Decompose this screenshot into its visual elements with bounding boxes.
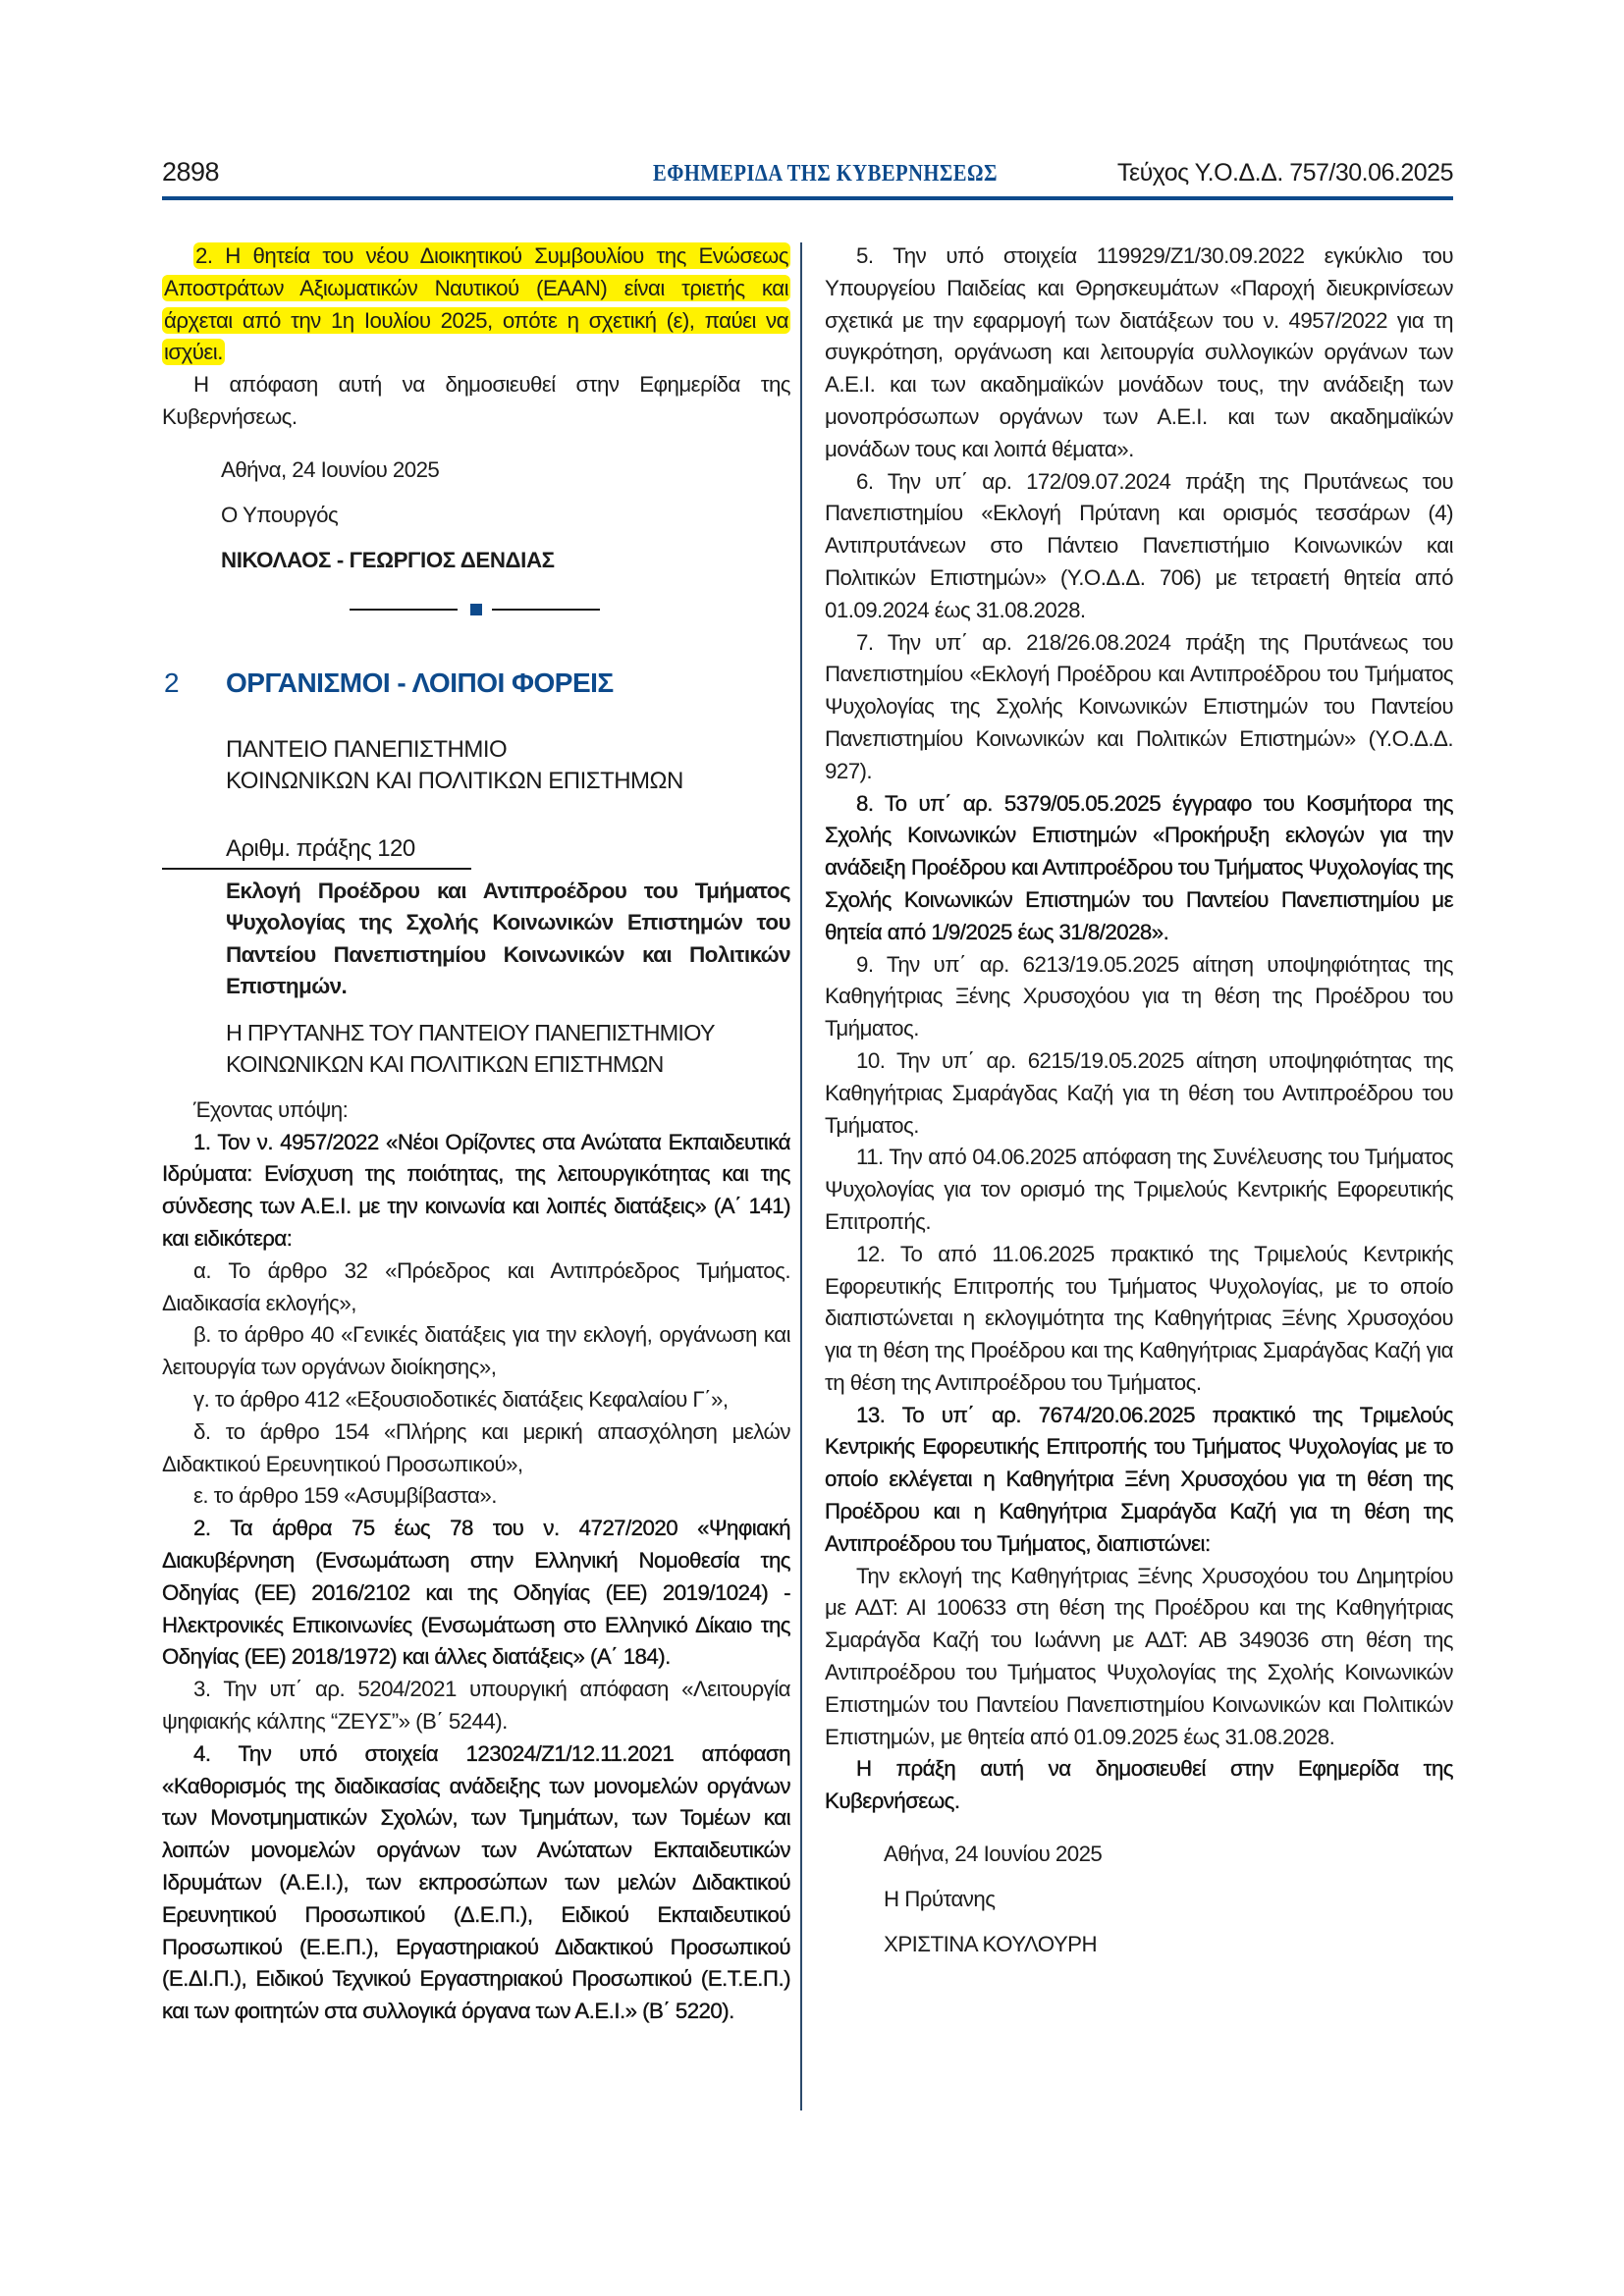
left-column [162,240,790,2028]
section-title: ΟΡΓΑΝΙΣΜΟΙ - ΛΟΙΠΟΙ ΦΟΡΕΙΣ [226,667,614,698]
column-divider [800,242,802,2110]
publication-order: Η πράξη αυτή να δημοσιευθεί στην Εφημερίδα της Κυβερνήσεως. [825,1756,1453,1814]
list-item: 12. Το από 11.06.2025 πρακτικό της Τριμελούς Κεντρικής Εφορευτικής Επιτροπής του Τμήματος Ψυχολογίας, με το οποίο διαπιστώνεται η εκλογιμότητα της Καθηγήτριας Ξένης Χρυσοχόου για τη θέση της Προέδρου και της Καθηγήτριας Σμαράγδας Καζή για τη θέση της Αντιπροέδρου του Τμήματος. [825,1241,1453,1395]
text-highlight: 2. Η θητεία του νέου Διοικητικού Συμβουλίου της Ενώσεως Αποστράτων Αξιωματικών Ναυτικού (ΕΑΑΝ) είναι τριετής και άρχεται από την 1η Ιουλίου 2025, οπότε η σχετική (ε), παύει να ισχύει. [164,243,788,365]
signatory-title: Ο Υπουργός [221,502,339,527]
signature-block [162,448,790,583]
page-number: 2898 [162,157,220,187]
list-item: γ. το άρθρο 412 «Εξουσιοδοτικές διατάξεις Κεφαλαίου Γ΄», [193,1386,729,1412]
organization-name-line: ΚΟΙΝΩΝΙΚΩΝ ΚΑΙ ΠΟΛΙΤΙΚΩΝ ΕΠΙΣΤΗΜΩΝ [226,767,683,794]
list-item: 11. Την από 04.06.2025 απόφαση της Συνέλευσης του Τμήματος Ψυχολογίας για τον ορισμό της Τριμελούς Κεντρικής Εφορευτικής Επιτροπής. [825,1145,1453,1234]
section-heading [162,667,790,707]
list-item: 9. Την υπ΄ αρ. 6213/19.05.2025 αίτηση υποψηφιότητας της Καθηγήτριας Ξένης Χρυσοχόου για τη θέση της Προέδρου του Τμήματος. [825,951,1453,1041]
organization-name-line: ΠΑΝΤΕΙΟ ΠΑΝΕΠΙΣΤΗΜΙΟ [226,735,508,763]
place-date: Αθήνα, 24 Ιουνίου 2025 [884,1842,1103,1867]
list-item: α. Το άρθρο 32 «Πρόεδρος και Αντιπρόεδρος Τμήματος. Διαδικασία εκλογής», [162,1257,790,1315]
list-item: 13. Το υπ΄ αρ. 7674/20.06.2025 πρακτικό της Τριμελούς Κεντρικής Εφορευτικής Επιτροπής του Τμήματος Ψυχολογίας με το οποίο εκλέγεται η Καθηγήτρια Ξένη Χρυσοχόου για τη θέση της Προέδρου και η Καθηγήτρια Σμαράγδα Καζή για τη θέση της Αντιπροέδρου του Τμήματος, διαπιστώνει: [825,1402,1453,1556]
signature-block [825,1832,1453,1967]
list-item: 4. Την υπό στοιχεία 123024/Ζ1/12.11.2021 απόφαση «Καθορισμός της διαδικασίας ανάδειξης των μονομελών οργάνων των Μονοτμηματικών Σχολών, των Τμημάτων, των Τομέων και λοιπών μονομελών οργάνων των Ανώτατων Εκπαιδευτικών Ιδρυμάτων (Α.Ε.Ι.), των εκπροσώπων των μελών Διδακτικού Ερευνητικού Προσωπικού (Δ.Ε.Π.), Ειδικού Εκπαιδευτικού Προσωπικού (Ε.Ε.Π.), Εργαστηριακού Διδακτικού Προσωπικού (Ε.ΔΙ.Π.), Ειδικού Τεχνικού Εργαστηριακού Προσωπικού (Ε.Τ.Ε.Π.) και των φοιτητών στα συλλογικά όργανα των Α.Ε.Ι.» (Β΄ 5220). [162,1740,790,2024]
place-date: Αθήνα, 24 Ιουνίου 2025 [221,456,440,482]
signatory-name: ΧΡΙΣΤΙΝΑ ΚΟΥΛΟΥΡΗ [884,1932,1098,1957]
list-item: 7. Την υπ΄ αρ. 218/26.08.2024 πράξη της Πρυτάνεως του Πανεπιστημίου «Εκλογή Προέδρου και Αντιπροέδρου του Τμήματος Ψυχολογίας της Σχολής Κοινωνικών Επιστημών του Παντείου Πανεπιστημίου Κοινωνικών και Πολιτικών Επιστημών» (Υ.Ο.Δ.Δ. 927). [825,629,1453,783]
list-item: 8. Το υπ΄ αρ. 5379/05.05.2025 έγγραφο του Κοσμήτορα της Σχολής Κοινωνικών Επιστημών «Προκήρυξη εκλογών για την ανάδειξη Προέδρου και Αντιπροέδρου του Τμήματος Ψυχολογίας της Σχολής Κοινωνικών Επιστημών του Παντείου Πανεπιστημίου με θητεία από 1/9/2025 έως 31/8/2028». [825,790,1453,944]
list-item: β. το άρθρο 40 «Γενικές διατάξεις για την εκλογή, οργάνωση και λειτουργία των οργάνων διοίκησης», [162,1322,790,1380]
signatory-name: ΝΙΚΟΛΑΟΣ - ΓΕΩΡΓΙΟΣ ΔΕΝΔΙΑΣ [221,547,555,572]
publication-order: Η απόφαση αυτή να δημοσιευθεί στην Εφημερίδα της Κυβερνήσεως. [162,372,790,429]
signatory-title: Η Πρύτανης [884,1887,996,1912]
act-title: Εκλογή Προέδρου και Αντιπροέδρου του Τμήματος Ψυχολογίας της Σχολής Κοινωνικών Επιστημών του Παντείου Πανεπιστημίου Κοινωνικών και Πολιτικών Επιστημών. [226,878,790,999]
issuing-authority [162,1017,790,1081]
authority-line: Η ΠΡΥΤΑΝΗΣ ΤΟΥ ΠΑΝΤΕΙΟΥ ΠΑΝΕΠΙΣΤΗΜΙΟΥ [226,1019,715,1045]
authority-line: ΚΟΙΝΩΝΙΚΩΝ ΚΑΙ ΠΟΛΙΤΙΚΩΝ ΕΠΙΣΤΗΜΩΝ [226,1051,664,1078]
list-item: 3. Την υπ΄ αρ. 5204/2021 υπουργική απόφαση «Λειτουργία ψηφιακής κάλπης “ΖΕΥΣ”» (Β΄ 5244). [162,1677,790,1734]
right-column [825,240,1453,1967]
section-number: 2 [164,667,180,698]
section-separator [162,595,790,624]
separator-square-icon [470,604,482,615]
finding-paragraph: Την εκλογή της Καθηγήτριας Ξένης Χρυσοχόου του Δημητρίου με ΑΔΤ: ΑΙ 100633 στη θέση της Προέδρου και της Καθηγήτριας Σμαράγδα Καζή του Ιωάννη με ΑΔΤ: ΑΒ 349036 στη θέση της Αντιπροέδρου του Τμήματος Ψυχολογίας της Σχολής Κοινωνικών Επιστημών του Παντείου Πανεπιστημίου Κοινωνικών και Πολιτικών Επιστημών, με θητεία από 01.09.2025 έως 31.08.2028. [825,1563,1453,1749]
considering-label: Έχοντας υπόψη: [193,1096,349,1122]
list-item: 1. Τον ν. 4957/2022 «Νέοι Ορίζοντες στα Ανώτατα Εκπαιδευτικά Ιδρύματα: Ενίσχυση της ποιότητας, της λειτουργικότητας και της σύνδεσης των Α.Ε.Ι. με την κοινωνία και λοιπές διατάξεις» (Α΄ 141) και ειδικότερα: [162,1129,790,1251]
header-rule [162,196,1453,200]
list-item: 5. Την υπό στοιχεία 119929/Ζ1/30.09.2022 εγκύκλιο του Υπουργείου Παιδείας και Θρησκευμάτων «Παροχή διευκρινίσεων σχετικά με την εφαρμογή των διατάξεων του ν. 4957/2022 για τη συγκρότηση, οργάνωση και λειτουργία συλλογικών οργάνων των Α.Ε.Ι. και των ακαδημαϊκών μονάδων τους, την ανάδειξη των μονοπρόσωπων οργάνων των Α.Ε.Ι. και των ακαδημαϊκών μονάδων τους και λοιπά θέματα». [825,243,1453,461]
list-item: 6. Την υπ΄ αρ. 172/09.07.2024 πράξη της Πρυτάνεως του Πανεπιστημίου «Εκλογή Πρύτανη και ορισμός τεσσάρων (4) Αντιπρυτάνεων στο Πάντειο Πανεπιστήμιο Κοινωνικών και Πολιτικών Επιστημών» (Υ.Ο.Δ.Δ. 706) με τετραετή θητεία από 01.09.2024 έως 31.08.2028. [825,468,1453,622]
list-item: 2. Τα άρθρα 75 έως 78 του ν. 4727/2020 «Ψηφιακή Διακυβέρνηση (Ενσωμάτωση στην Ελληνική Νομοθεσία της Οδηγίας (ΕΕ) 2016/2102 και της Οδηγίας (ΕΕ) 2019/1024) - Ηλεκτρονικές Επικοινωνίες (Ενσωμάτωση στο Ελληνικό Δίκαιο της Οδηγίας (ΕΕ) 2018/1972) και άλλες διατάξεις» (Α΄ 184). [162,1516,790,1670]
issue-info: Τεύχος Υ.Ο.Δ.Δ. 757/30.06.2025 [1116,159,1453,187]
organization-name [162,734,790,797]
separator-line [492,609,600,611]
list-item: ε. το άρθρο 159 «Ασυμβίβαστα». [193,1483,497,1509]
separator-line [350,609,458,611]
gazette-title: ΕΦΗΜΕΡΙΔΑ ΤΗΣ ΚΥΒΕΡΝΗΣΕΩΣ [653,161,998,187]
list-item: δ. το άρθρο 154 «Πλήρης και μερική απασχόληση μελών Διδακτικού Ερευνητικού Προσωπικού», [162,1418,790,1476]
act-number: Αριθμ. πράξης 120 [162,834,471,870]
list-item: 10. Την υπ΄ αρ. 6215/19.05.2025 αίτηση υποψηφιότητας της Καθηγήτριας Σμαράγδας Καζή για τη θέση του Αντιπροέδρου του Τμήματος. [825,1047,1453,1138]
highlighted-paragraph [162,240,790,369]
